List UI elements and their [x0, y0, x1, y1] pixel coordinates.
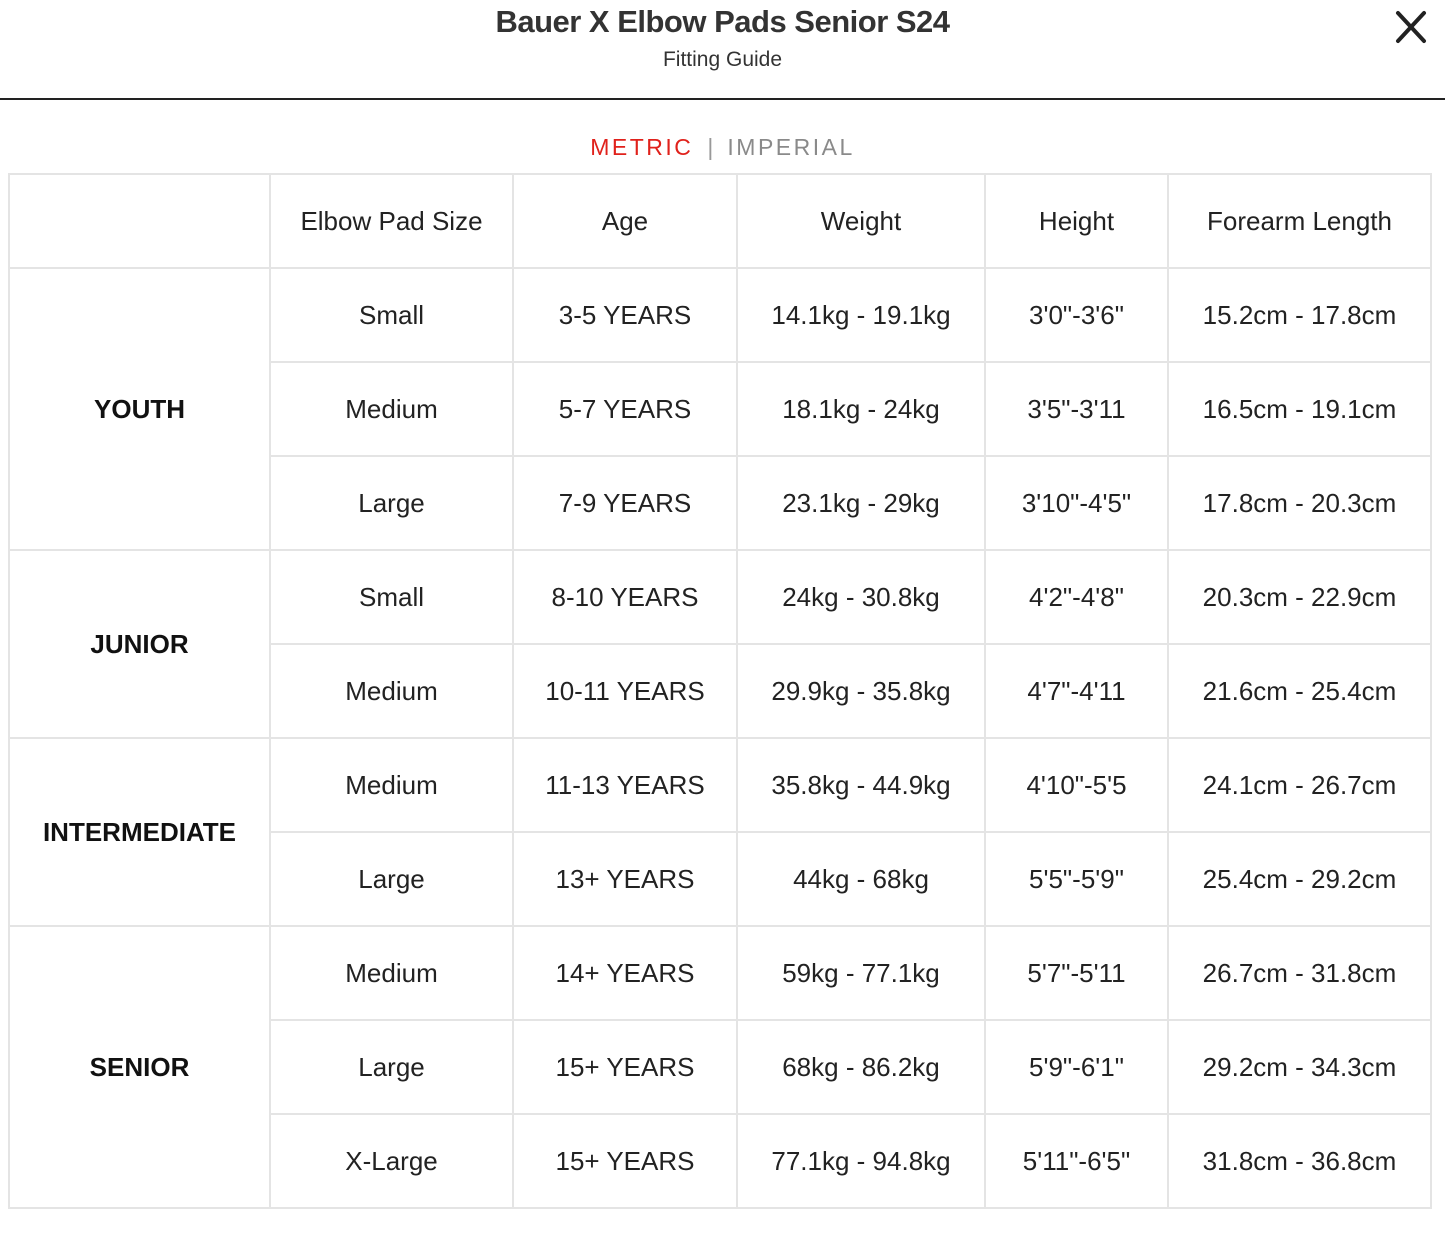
table-row	[9, 550, 1431, 644]
table-row	[9, 738, 1431, 832]
size-cell: Medium	[270, 362, 513, 456]
age-cell: 14+ YEARS	[513, 926, 737, 1020]
age-cell: 15+ YEARS	[513, 1020, 737, 1114]
unit-toggle	[0, 132, 1445, 162]
metric-tab[interactable]: METRIC	[590, 134, 694, 160]
modal-header	[0, 0, 1445, 100]
table-row	[9, 926, 1431, 1020]
group-youth: YOUTH	[9, 268, 270, 550]
size-cell: Large	[270, 456, 513, 550]
forearm-cell: 29.2cm - 34.3cm	[1168, 1020, 1431, 1114]
header-weight: Weight	[737, 174, 985, 268]
weight-cell: 59kg - 77.1kg	[737, 926, 985, 1020]
table-header-row	[9, 174, 1431, 268]
forearm-cell: 20.3cm - 22.9cm	[1168, 550, 1431, 644]
forearm-cell: 15.2cm - 17.8cm	[1168, 268, 1431, 362]
size-chart-table	[8, 173, 1432, 1209]
size-cell: Large	[270, 832, 513, 926]
age-cell: 8-10 YEARS	[513, 550, 737, 644]
height-cell: 5'5"-5'9"	[985, 832, 1168, 926]
header-forearm-length: Forearm Length	[1168, 174, 1431, 268]
forearm-cell: 26.7cm - 31.8cm	[1168, 926, 1431, 1020]
forearm-cell: 16.5cm - 19.1cm	[1168, 362, 1431, 456]
size-cell: Medium	[270, 738, 513, 832]
close-button[interactable]	[1390, 8, 1432, 46]
header-age: Age	[513, 174, 737, 268]
height-cell: 3'0"-3'6"	[985, 268, 1168, 362]
height-cell: 3'5"-3'11	[985, 362, 1168, 456]
unit-separator: |	[707, 134, 714, 160]
age-cell: 5-7 YEARS	[513, 362, 737, 456]
weight-cell: 29.9kg - 35.8kg	[737, 644, 985, 738]
height-cell: 3'10"-4'5"	[985, 456, 1168, 550]
group-senior: SENIOR	[9, 926, 270, 1208]
weight-cell: 44kg - 68kg	[737, 832, 985, 926]
size-cell: X-Large	[270, 1114, 513, 1208]
age-cell: 11-13 YEARS	[513, 738, 737, 832]
height-cell: 4'2"-4'8"	[985, 550, 1168, 644]
forearm-cell: 24.1cm - 26.7cm	[1168, 738, 1431, 832]
weight-cell: 23.1kg - 29kg	[737, 456, 985, 550]
group-junior: JUNIOR	[9, 550, 270, 738]
age-cell: 7-9 YEARS	[513, 456, 737, 550]
header-elbow-pad-size: Elbow Pad Size	[270, 174, 513, 268]
weight-cell: 68kg - 86.2kg	[737, 1020, 985, 1114]
page-subtitle: Fitting Guide	[662, 48, 783, 71]
size-cell: Medium	[270, 644, 513, 738]
weight-cell: 14.1kg - 19.1kg	[737, 268, 985, 362]
page-title: Bauer X Elbow Pads Senior S24	[495, 4, 950, 39]
height-cell: 5'9"-6'1"	[985, 1020, 1168, 1114]
group-intermediate: INTERMEDIATE	[9, 738, 270, 926]
forearm-cell: 31.8cm - 36.8cm	[1168, 1114, 1431, 1208]
imperial-tab[interactable]: IMPERIAL	[727, 134, 855, 160]
size-cell: Small	[270, 550, 513, 644]
age-cell: 3-5 YEARS	[513, 268, 737, 362]
weight-cell: 35.8kg - 44.9kg	[737, 738, 985, 832]
header-height: Height	[985, 174, 1168, 268]
weight-cell: 77.1kg - 94.8kg	[737, 1114, 985, 1208]
forearm-cell: 21.6cm - 25.4cm	[1168, 644, 1431, 738]
size-cell: Medium	[270, 926, 513, 1020]
age-cell: 10-11 YEARS	[513, 644, 737, 738]
age-cell: 13+ YEARS	[513, 832, 737, 926]
forearm-cell: 25.4cm - 29.2cm	[1168, 832, 1431, 926]
forearm-cell: 17.8cm - 20.3cm	[1168, 456, 1431, 550]
header-empty	[9, 174, 270, 268]
height-cell: 4'10"-5'5	[985, 738, 1168, 832]
table-row	[9, 268, 1431, 362]
size-cell: Small	[270, 268, 513, 362]
size-cell: Large	[270, 1020, 513, 1114]
height-cell: 5'7"-5'11	[985, 926, 1168, 1020]
height-cell: 4'7"-4'11	[985, 644, 1168, 738]
close-icon	[1390, 8, 1432, 46]
weight-cell: 18.1kg - 24kg	[737, 362, 985, 456]
age-cell: 15+ YEARS	[513, 1114, 737, 1208]
height-cell: 5'11"-6'5"	[985, 1114, 1168, 1208]
weight-cell: 24kg - 30.8kg	[737, 550, 985, 644]
